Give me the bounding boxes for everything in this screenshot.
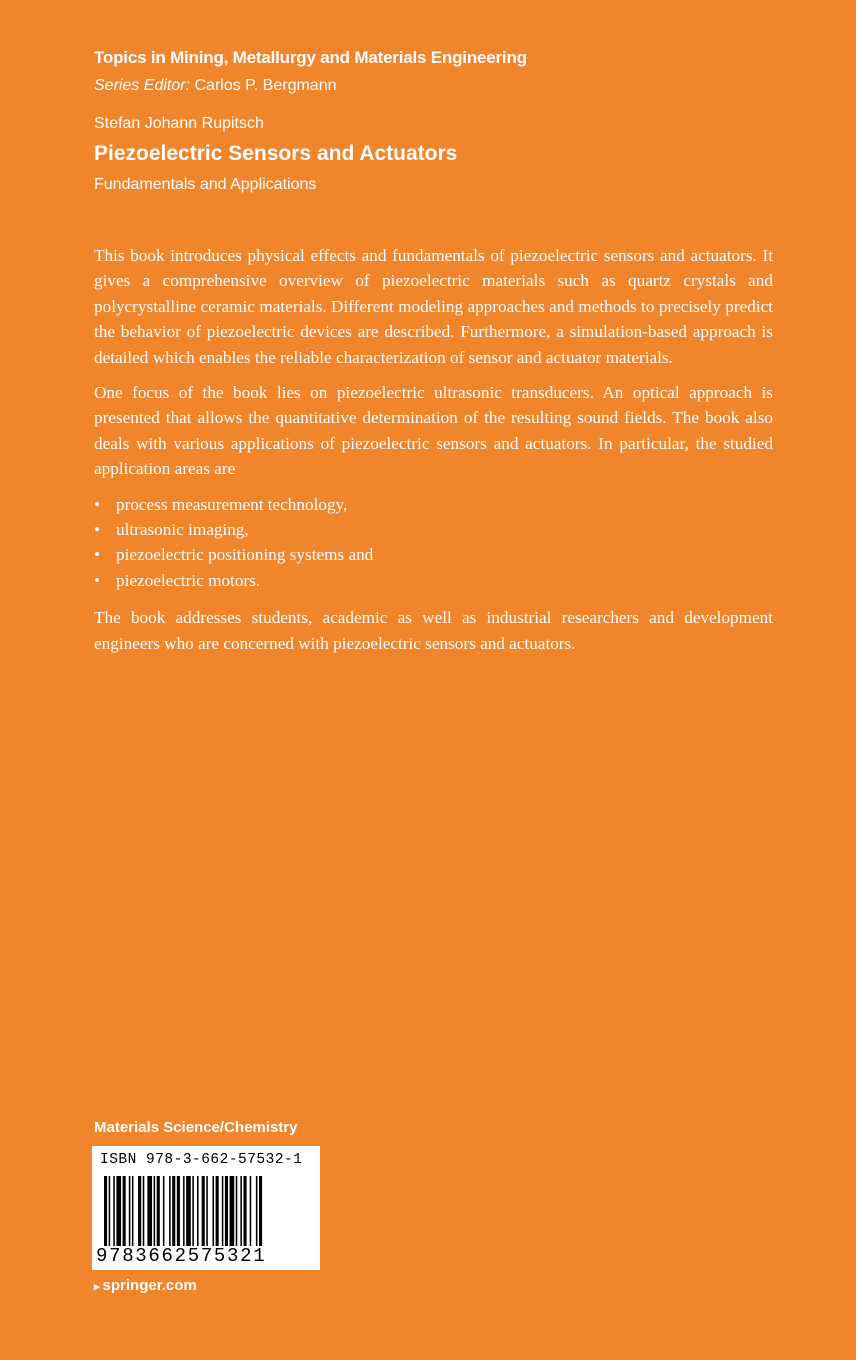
subject-category: Materials Science/Chemistry bbox=[94, 1119, 298, 1136]
description bbox=[94, 243, 773, 666]
description-paragraph-2: One focus of the book lies on piezoelectric ultrasonic transducers. An optical approach is presented that allows the quantitative determination of the resulting sound fields. The book also deals with various applications of piezoelectric sensors and actuators. In particular, the studied application areas are bbox=[94, 383, 773, 479]
arrow-icon: ▸ bbox=[94, 1281, 100, 1293]
series-editor-label: Series Editor: bbox=[94, 77, 191, 94]
list-item bbox=[94, 568, 773, 593]
barcode-digits: 9783662575321 bbox=[96, 1245, 267, 1267]
book-subtitle: Fundamentals and Applications bbox=[94, 176, 317, 193]
list-item-text: process measurement technology, bbox=[116, 494, 348, 514]
description-paragraph-3: The book addresses students, academic as well as industrial researchers and development engineers who are concerned with piezoelectric sensors and actuators. bbox=[94, 608, 773, 653]
list-item bbox=[94, 492, 773, 517]
list-item-text: piezoelectric motors. bbox=[116, 570, 261, 590]
bullet-icon: • bbox=[94, 494, 101, 514]
series-editor bbox=[94, 77, 337, 95]
barcode-bars bbox=[104, 1176, 308, 1246]
list-item bbox=[94, 517, 773, 542]
book-author: Stefan Johann Rupitsch bbox=[94, 115, 264, 132]
series-title: Topics in Mining, Metallurgy and Materials Engineering bbox=[94, 48, 527, 67]
isbn-barcode bbox=[92, 1146, 320, 1270]
list-item-text: piezoelectric positioning systems and bbox=[116, 545, 374, 565]
isbn-label: ISBN 978-3-662-57532-1 bbox=[100, 1152, 303, 1168]
bullet-icon: • bbox=[94, 545, 101, 565]
list-item bbox=[94, 542, 773, 567]
applications-list bbox=[94, 492, 773, 594]
description-paragraph-1: This book introduces physical effects and fundamentals of piezoelectric sensors and actuators. It gives a comprehensive overview of piezoelectric materials such as quartz crystals and polycrystalline ceramic materials. Different modeling approaches and methods to precisely predict the behavior of piezoelectric devices are described. Furthermore, a simulation-based approach is detailed which enables the reliable characterization of sensor and actuator materials. bbox=[94, 246, 773, 367]
publisher-url-text: springer.com bbox=[102, 1277, 197, 1294]
bullet-icon: • bbox=[94, 570, 101, 590]
book-title: Piezoelectric Sensors and Actuators bbox=[94, 142, 458, 165]
bullet-icon: • bbox=[94, 520, 101, 540]
series-editor-name: Carlos P. Bergmann bbox=[194, 77, 337, 94]
list-item-text: ultrasonic imaging, bbox=[116, 520, 249, 540]
publisher-url[interactable] bbox=[94, 1277, 197, 1294]
